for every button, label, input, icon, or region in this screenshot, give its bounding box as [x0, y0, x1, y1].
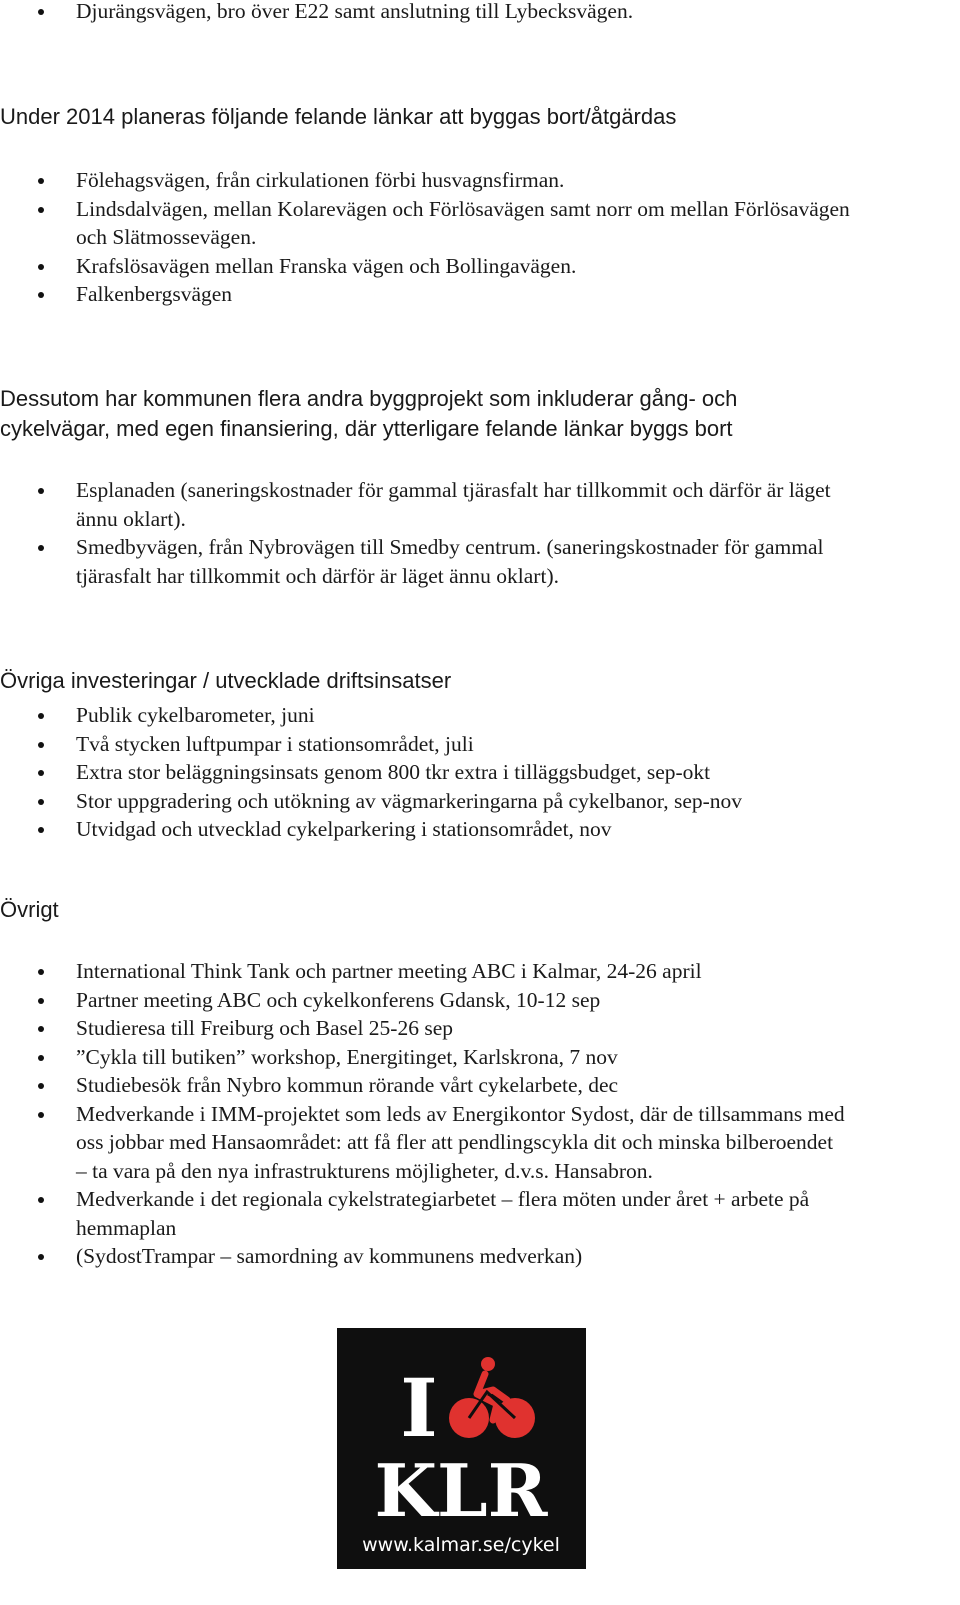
- list-item: Lindsdalvägen, mellan Kolarevägen och Förlösavägen samt norr om mellan Förlösavägen: [0, 195, 946, 224]
- bullet-icon: [38, 770, 44, 776]
- list-item: Smedbyvägen, från Nybrovägen till Smedby centrum. (saneringskostnader för gammal: [0, 533, 946, 562]
- section-title-investments: Övriga investeringar / utvecklade driftsinsatser: [0, 668, 452, 693]
- section-title-other-projects-line1: Dessutom har kommunen flera andra byggprojekt som inkluderar gång- och: [0, 386, 738, 411]
- bullet-icon: [38, 178, 44, 184]
- bullet-icon: [38, 9, 44, 15]
- list-item: Partner meeting ABC och cykelkonferens Gdansk, 10-12 sep: [0, 986, 946, 1015]
- bullet-icon: [38, 969, 44, 975]
- list-item: Falkenbergsvägen: [0, 280, 946, 309]
- bullet-icon: [38, 827, 44, 833]
- bullet-icon: [38, 207, 44, 213]
- list-investments: [0, 701, 946, 844]
- list-item-continuation: och Slätmossevägen.: [76, 225, 257, 249]
- list-item: Medverkande i IMM-projektet som leds av Energikontor Sydost, där de tillsammans med: [0, 1100, 946, 1129]
- list-item: Krafslösavägen mellan Franska vägen och Bollingavägen.: [0, 252, 946, 281]
- list-2014: [0, 166, 946, 309]
- list-item: Extra stor beläggningsinsats genom 800 tkr extra i tilläggsbudget, sep-okt: [0, 758, 946, 787]
- bullet-icon: [38, 545, 44, 551]
- bullet-icon: [38, 292, 44, 298]
- list-item: Stor uppgradering och utökning av vägmarkeringarna på cykelbanor, sep-nov: [0, 787, 946, 816]
- logo-letter-i: I: [400, 1361, 438, 1455]
- list-item: Esplanaden (saneringskostnader för gammal tjärasfalt har tillkommit och därför är läget: [0, 476, 946, 505]
- list-item: Publik cykelbarometer, juni: [0, 701, 946, 730]
- section-title-other-projects-line2: cykelvägar, med egen finansiering, där ytterligare felande länkar byggs bort: [0, 416, 733, 441]
- bullet-icon: [38, 742, 44, 748]
- bullet-icon: [38, 264, 44, 270]
- bullet-icon: [38, 713, 44, 719]
- bullet-icon: [38, 1254, 44, 1260]
- list-item: Fölehagsvägen, från cirkulationen förbi husvagnsfirman.: [0, 166, 946, 195]
- list-item: Medverkande i det regionala cykelstrategiarbetet – flera möten under året + arbete på: [0, 1185, 946, 1214]
- list-item: (SydostTrampar – samordning av kommunens medverkan): [0, 1242, 946, 1271]
- logo-url: www.kalmar.se/cykel: [362, 1534, 560, 1556]
- list-item-continuation: hemmaplan: [76, 1215, 177, 1240]
- list-item: ”Cykla till butiken” workshop, Energitinget, Karlskrona, 7 nov: [0, 1043, 946, 1072]
- bullet-icon: [38, 1055, 44, 1061]
- logo-graphic: [337, 1328, 586, 1569]
- top-list: [0, 0, 946, 26]
- bullet-icon: [38, 998, 44, 1004]
- list-item-continuation: tjärasfalt har tillkommit och därför är läget ännu oklart).: [76, 563, 559, 588]
- bullet-icon: [38, 799, 44, 805]
- bullet-icon: [38, 488, 44, 494]
- list-item: Studiebesök från Nybro kommun rörande vårt cykelarbete, dec: [0, 1071, 946, 1100]
- list-item-continuation: ännu oklart).: [76, 506, 186, 531]
- list-item: International Think Tank och partner meeting ABC i Kalmar, 24-26 april: [0, 957, 946, 986]
- kalmar-cykel-logo: [337, 1328, 586, 1569]
- bullet-icon: [38, 1026, 44, 1032]
- list-other-projects: [0, 476, 946, 590]
- list-item-continuation: – ta vara på den nya infrastrukturens möjligheter, d.v.s. Hansabron.: [76, 1158, 653, 1183]
- list-item: Studieresa till Freiburg och Basel 25-26 sep: [0, 1014, 946, 1043]
- list-item-continuation: oss jobbar med Hansaområdet: att få fler att pendlingscykla dit och minska bilberoendet: [76, 1130, 834, 1154]
- bullet-icon: [38, 1197, 44, 1203]
- section-title-misc: Övrigt: [0, 897, 59, 922]
- list-item: Två stycken luftpumpar i stationsområdet, juli: [0, 730, 946, 759]
- list-misc: [0, 957, 946, 1271]
- list-item: Djurängsvägen, bro över E22 samt anslutning till Lybecksvägen.: [0, 0, 946, 26]
- bullet-icon: [38, 1112, 44, 1118]
- logo-klr: KLR: [374, 1448, 548, 1533]
- list-item: Utvidgad och utvecklad cykelparkering i stationsområdet, nov: [0, 815, 946, 844]
- bullet-icon: [38, 1083, 44, 1089]
- section-title-2014: Under 2014 planeras följande felande länkar att byggas bort/åtgärdas: [0, 104, 677, 129]
